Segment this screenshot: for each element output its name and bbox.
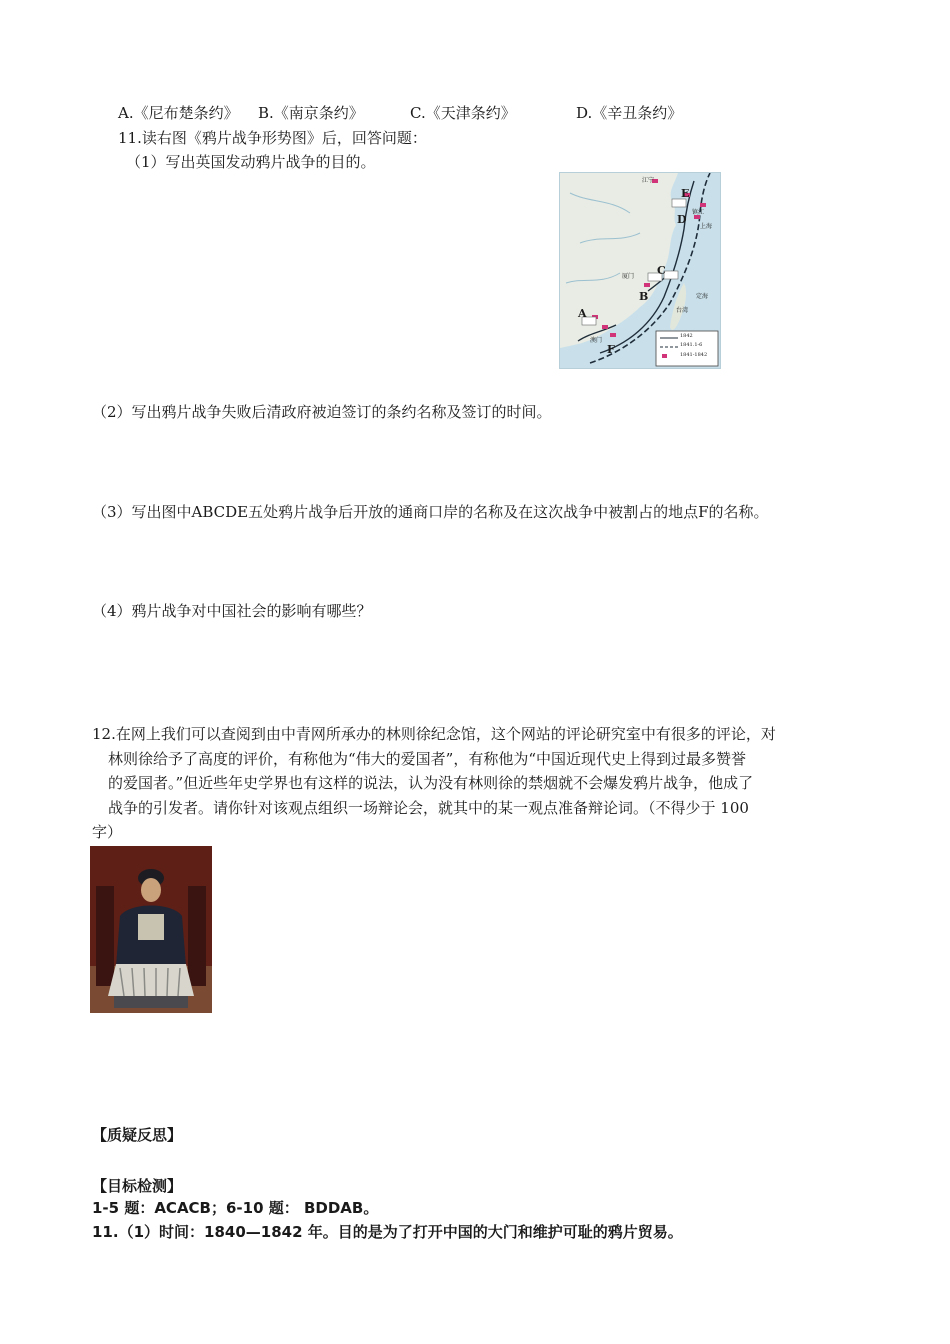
- option-c: C.《天津条约》: [410, 104, 516, 122]
- place-shanghai: 上海: [700, 223, 713, 230]
- q11-stem: 11.读右图《鸦片战争形势图》后，回答问题：: [118, 129, 427, 147]
- map-label-a: A: [578, 307, 587, 320]
- lin-zexu-portrait: [90, 846, 212, 1013]
- q12-line-2: 林则徐给予了高度的评价，有称他为“伟大的爱国者”，有称他为“中国近现代史上得到过最多赞誉: [108, 749, 747, 768]
- land-area: [560, 173, 678, 348]
- legend-year-3: 1841-1842: [680, 352, 708, 358]
- place-taiwan: 台湾: [676, 307, 689, 314]
- q12-line-3: 的爱国者。”但近些年史学界也有这样的说法，认为没有林则徐的禁烟就不会爆发鸦片战争，他成了: [108, 774, 754, 792]
- answers-line-2: 11.（1）时间：1840—1842 年。目的是为了打开中国的大门和维护可耻的鸦片贸易。: [92, 1223, 683, 1241]
- opium-war-map: [559, 172, 721, 369]
- map-label-d: D: [677, 213, 687, 226]
- portrait-graphic: [90, 846, 212, 1013]
- q11-sub1: （1）写出英国发动鸦片战争的目的。: [126, 153, 376, 171]
- option-a: A.《尼布楚条约》: [118, 104, 239, 122]
- check-heading: 【目标检测】: [92, 1177, 183, 1195]
- option-d: D.《辛丑条约》: [576, 104, 683, 122]
- place-xiamen: 厦门: [622, 273, 635, 280]
- place-macao: 澳门: [590, 337, 603, 344]
- legend-year-2: 1841.1-6: [680, 342, 703, 348]
- legend-flag: [662, 354, 667, 358]
- q12-line-5: 字）: [92, 823, 123, 841]
- q11-sub4: （4）鸦片战争对中国社会的影响有哪些？: [92, 602, 372, 620]
- q12-paragraph: [92, 722, 862, 845]
- q12-line-4: 战争的引发者。请你针对该观点组织一场辩论会，就其中的某一观点准备辩论词。（不得少于 100: [108, 798, 749, 817]
- map-label-b: B: [639, 290, 649, 303]
- map-label-c: C: [657, 264, 666, 277]
- map-graphic: [560, 173, 720, 368]
- q12-line-1: 12.在网上我们可以查阅到由中青网所承办的林则徐纪念馆，这个网站的评论研究室中有很多的评论，对: [92, 725, 776, 743]
- option-b: B.《南京条约》: [258, 104, 364, 122]
- place-zhenjiang: 镇江: [692, 209, 705, 216]
- place-jiangning: 江宁: [642, 177, 655, 184]
- q11-sub3: （3）写出图中ABCDE五处鸦片战争后开放的通商口岸的名称及在这次战争中被割占的地点F的名称。: [92, 503, 769, 521]
- answers-line-1: 1-5 题：ACACB；6-10 题： BDDAB。: [92, 1199, 379, 1217]
- place-dinghai: 定海: [696, 293, 709, 300]
- map-label-e: E: [681, 187, 690, 200]
- reflection-heading: 【质疑反思】: [92, 1126, 183, 1144]
- q11-sub2: （2）写出鸦片战争失败后清政府被迫签订的条约名称及签订的时间。: [92, 403, 552, 421]
- legend-year-1: 1842: [680, 333, 693, 339]
- map-label-f: F: [607, 343, 615, 356]
